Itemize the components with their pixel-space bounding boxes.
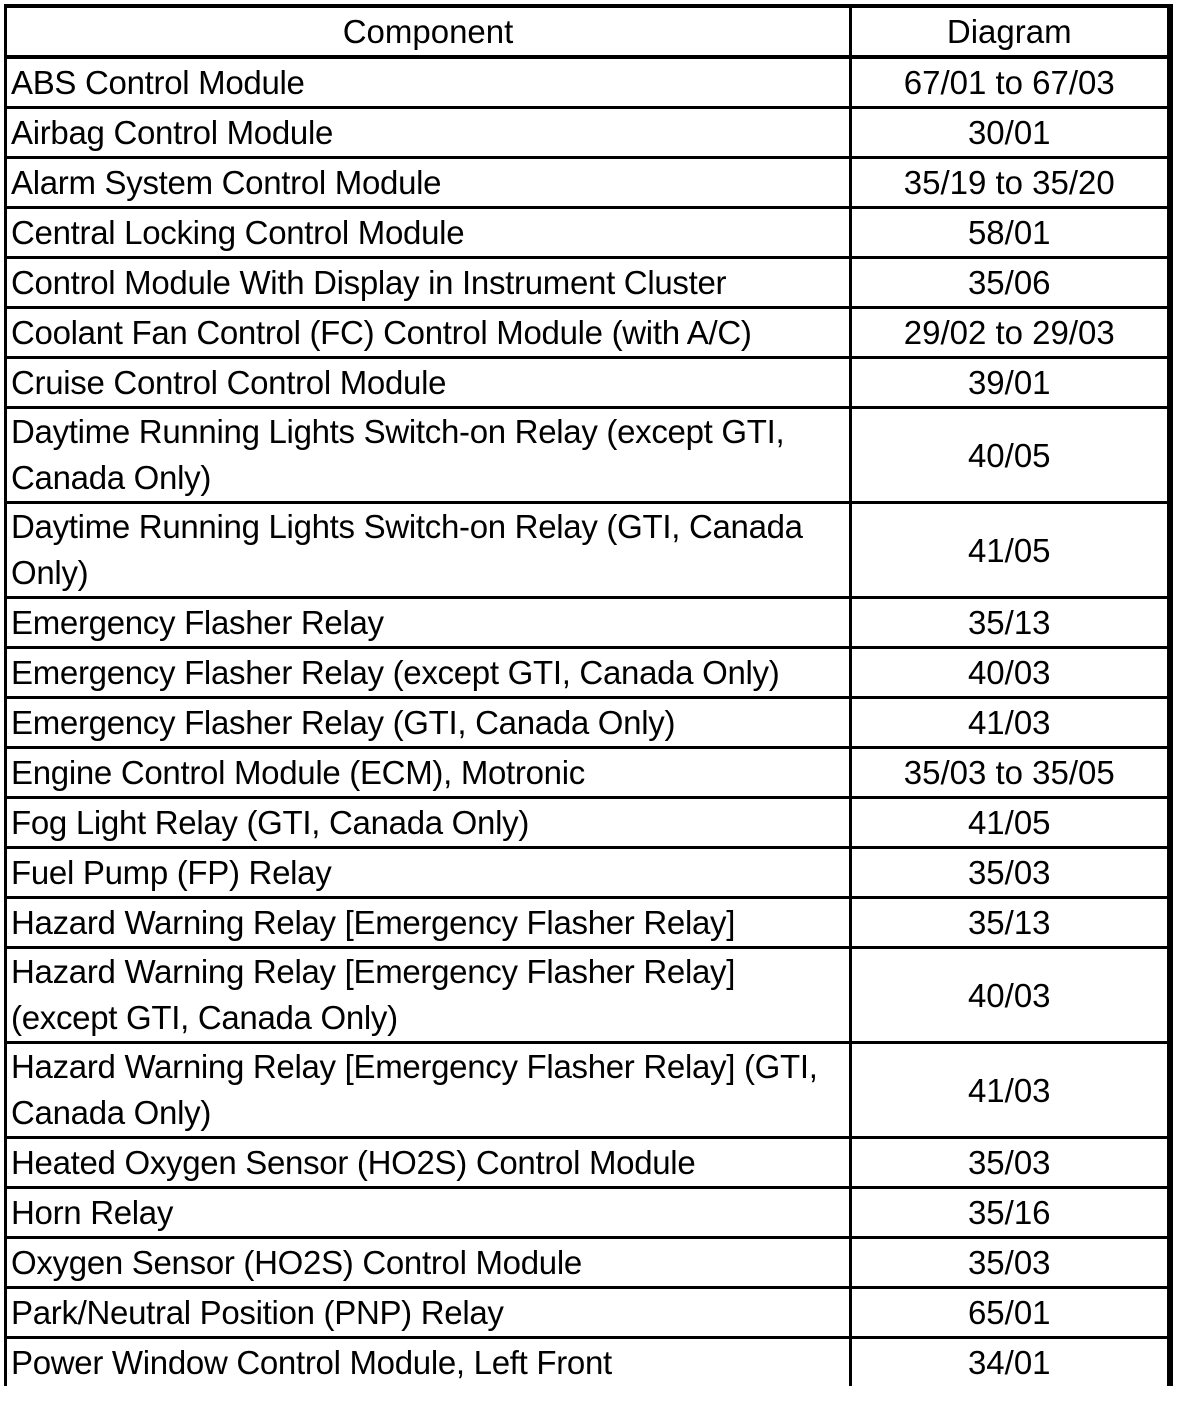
diagram-cell: 35/03 <box>851 848 1170 898</box>
table-row <box>6 358 1170 408</box>
component-cell: Park/Neutral Position (PNP) Relay <box>6 1288 851 1338</box>
component-cell: Fuel Pump (FP) Relay <box>6 848 851 898</box>
table-row <box>6 1043 1170 1138</box>
diagram-cell: 34/01 <box>967 1344 1051 1381</box>
component-cell: Coolant Fan Control (FC) Control Module (with A/C) <box>6 308 851 358</box>
diagram-cell: 39/01 <box>851 358 1170 408</box>
diagram-cell: 29/02 to 29/03 <box>851 308 1170 358</box>
component-cell: Emergency Flasher Relay <box>6 598 851 648</box>
diagram-cell: 35/03 to 35/05 <box>851 748 1170 798</box>
table-row <box>6 598 1170 648</box>
component-cell: Airbag Control Module <box>6 108 851 158</box>
diagram-cell: 35/13 <box>851 898 1170 948</box>
component-cell: Control Module With Display in Instrument Cluster <box>6 258 851 308</box>
diagram-cell: 40/05 <box>851 408 1170 503</box>
diagram-cell: 35/03 <box>851 1138 1170 1188</box>
diagram-cell: 30/01 <box>851 108 1170 158</box>
component-cell: Engine Control Module (ECM), Motronic <box>6 748 851 798</box>
diagram-cell: 65/01 <box>851 1288 1170 1338</box>
table-row <box>6 1138 1170 1188</box>
component-cell: Emergency Flasher Relay (except GTI, Canada Only) <box>6 648 851 698</box>
component-cell: Oxygen Sensor (HO2S) Control Module <box>6 1238 851 1288</box>
table-row <box>6 648 1170 698</box>
component-cell: Heated Oxygen Sensor (HO2S) Control Module <box>6 1138 851 1188</box>
diagram-cell: 41/05 <box>851 798 1170 848</box>
diagram-cell: 58/01 <box>851 208 1170 258</box>
table-row <box>6 798 1170 848</box>
table-row <box>6 748 1170 798</box>
table-row <box>6 57 1170 108</box>
table-row <box>6 948 1170 1043</box>
table-row <box>6 698 1170 748</box>
table-header-row <box>6 6 1170 57</box>
component-cell: Fog Light Relay (GTI, Canada Only) <box>6 798 851 848</box>
component-cell: Power Window Control Module, Left Front <box>6 1338 851 1387</box>
table-row <box>6 158 1170 208</box>
diagram-cell: 35/19 to 35/20 <box>851 158 1170 208</box>
diagram-cell: 35/03 <box>851 1238 1170 1288</box>
component-column-header: Component <box>6 6 851 57</box>
diagram-cell: 35/13 <box>851 598 1170 648</box>
component-diagram-table <box>4 4 1173 1386</box>
component-cell: Central Locking Control Module <box>6 208 851 258</box>
component-cell: Hazard Warning Relay [Emergency Flasher Relay] <box>6 898 851 948</box>
diagram-cell: 41/03 <box>851 698 1170 748</box>
diagram-cell: 41/05 <box>851 503 1170 598</box>
table-row <box>6 1338 1170 1387</box>
component-cell: Emergency Flasher Relay (GTI, Canada Only) <box>6 698 851 748</box>
diagram-cell: 40/03 <box>851 948 1170 1043</box>
diagram-column-header: Diagram <box>851 6 1170 57</box>
component-cell: Daytime Running Lights Switch-on Relay (except GTI, Canada Only) <box>6 408 851 503</box>
table-row <box>6 308 1170 358</box>
diagram-cell: 35/16 <box>851 1188 1170 1238</box>
component-cell: Horn Relay <box>6 1188 851 1238</box>
table-row <box>6 258 1170 308</box>
component-cell: Alarm System Control Module <box>6 158 851 208</box>
component-cell: Daytime Running Lights Switch-on Relay (GTI, Canada Only) <box>6 503 851 598</box>
table-row <box>6 1288 1170 1338</box>
diagram-cell: 40/03 <box>851 648 1170 698</box>
table-row <box>6 108 1170 158</box>
component-cell: Hazard Warning Relay [Emergency Flasher Relay] (GTI, Canada Only) <box>6 1043 851 1138</box>
diagram-cell: 35/06 <box>851 258 1170 308</box>
table-row <box>6 1238 1170 1288</box>
component-cell: Cruise Control Control Module <box>6 358 851 408</box>
diagram-cell: 41/03 <box>851 1043 1170 1138</box>
table-row <box>6 898 1170 948</box>
component-cell: ABS Control Module <box>6 57 851 108</box>
table-row <box>6 1188 1170 1238</box>
diagram-cell: 67/01 to 67/03 <box>851 57 1170 108</box>
table-row <box>6 208 1170 258</box>
table-row <box>6 848 1170 898</box>
component-cell: Hazard Warning Relay [Emergency Flasher Relay] (except GTI, Canada Only) <box>6 948 851 1043</box>
table-row <box>6 408 1170 503</box>
table-row <box>6 503 1170 598</box>
